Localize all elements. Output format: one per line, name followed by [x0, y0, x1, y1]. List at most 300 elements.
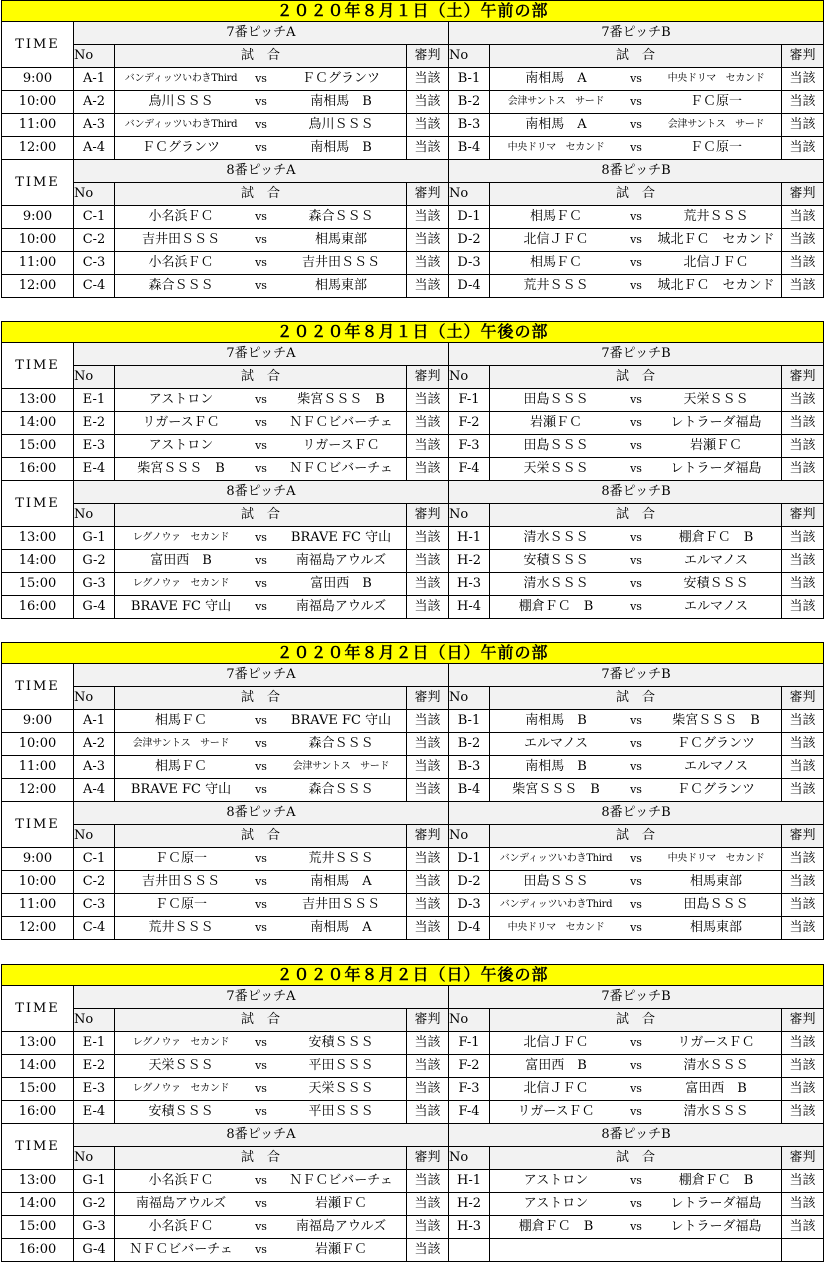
match-cell	[115, 1101, 407, 1124]
match-number: B-2	[449, 733, 490, 756]
referee: 当該	[407, 229, 449, 252]
home-team: 南相馬 A	[525, 117, 587, 132]
away-team: 南相馬 A	[310, 920, 372, 935]
match-number: D-1	[449, 848, 490, 871]
match-number: G-1	[74, 1170, 115, 1193]
match-cell	[115, 91, 407, 114]
away-team: 会津サントス サード	[292, 761, 390, 772]
match-number: H-2	[449, 550, 490, 573]
pitch-a-header: 7番ピッチA	[74, 986, 449, 1009]
match-cell	[490, 573, 782, 596]
referee: 当該	[782, 848, 824, 871]
match-cell	[490, 1032, 782, 1055]
away-team: 鳥川ＳＳＳ	[308, 117, 374, 132]
match-row	[2, 1239, 824, 1262]
match-number: B-1	[449, 68, 490, 91]
match-number: E-3	[74, 1078, 115, 1101]
referee: 当該	[782, 206, 824, 229]
vs-label: vs	[630, 1036, 642, 1049]
away-team: 城北ＦＣ セカンド	[657, 278, 775, 293]
referee: 当該	[407, 1193, 449, 1216]
vs-label: vs	[630, 852, 642, 865]
col-header-match: 試 合	[115, 825, 407, 848]
vs-label: vs	[255, 1059, 267, 1072]
col-header-no: No	[449, 183, 490, 206]
pitch-b-header: 8番ピッチB	[449, 160, 824, 183]
match-number: G-3	[74, 573, 115, 596]
col-header-no: No	[74, 366, 115, 389]
match-cell	[115, 550, 407, 573]
col-header-match: 試 合	[490, 687, 782, 710]
col-header-no: No	[449, 45, 490, 68]
match-number: A-3	[74, 756, 115, 779]
match-time: 10:00	[2, 733, 74, 756]
referee: 当該	[407, 389, 449, 412]
referee: 当該	[782, 871, 824, 894]
match-number: B-3	[449, 114, 490, 137]
away-team: 棚倉ＦＣ B	[678, 530, 754, 545]
away-team: BRAVE FC 守山	[290, 713, 392, 728]
match-row	[2, 710, 824, 733]
away-team: 森合ＳＳＳ	[308, 782, 374, 797]
match-row	[2, 917, 824, 940]
match-cell	[115, 1216, 407, 1239]
match-cell	[490, 114, 782, 137]
referee: 当該	[407, 252, 449, 275]
match-cell	[490, 252, 782, 275]
home-team: BRAVE FC 守山	[130, 599, 232, 614]
referee: 当該	[782, 550, 824, 573]
match-number: E-4	[74, 458, 115, 481]
match-cell	[490, 527, 782, 550]
vs-label: vs	[255, 1174, 267, 1187]
away-team: 平田ＳＳＳ	[308, 1104, 374, 1119]
match-number: D-4	[449, 275, 490, 298]
match-row	[2, 596, 824, 619]
pitch-a-header: 8番ピッチA	[74, 802, 449, 825]
vs-label: vs	[255, 714, 267, 727]
referee: 当該	[407, 114, 449, 137]
referee: 当該	[407, 733, 449, 756]
referee: 当該	[782, 137, 824, 160]
match-number: E-2	[74, 1055, 115, 1078]
home-team: アストロン	[523, 1173, 589, 1188]
match-time: 16:00	[2, 1239, 74, 1262]
col-header-match: 試 合	[490, 825, 782, 848]
home-team: 安積ＳＳＳ	[148, 1104, 214, 1119]
home-team: ＦＣ原一	[154, 897, 207, 912]
home-team: 荒井ＳＳＳ	[148, 920, 214, 935]
referee: 当該	[782, 275, 824, 298]
match-time: 9:00	[2, 68, 74, 91]
home-team: 北信ＪＦＣ	[523, 1081, 589, 1096]
match-time: 10:00	[2, 91, 74, 114]
vs-label: vs	[630, 760, 642, 773]
match-number: F-2	[449, 1055, 490, 1078]
col-header-match: 試 合	[490, 45, 782, 68]
vs-label: vs	[630, 233, 642, 246]
vs-label: vs	[630, 554, 642, 567]
away-team: 富田西 B	[310, 576, 372, 591]
away-team: 吉井田ＳＳＳ	[301, 255, 380, 270]
match-time: 14:00	[2, 412, 74, 435]
home-team: バンディッツいわきThird	[499, 853, 613, 864]
time-header: TIME	[2, 481, 74, 527]
vs-label: vs	[255, 554, 267, 567]
away-team: BRAVE FC 守山	[290, 530, 392, 545]
col-header-ref: 審判	[407, 825, 449, 848]
match-number: D-2	[449, 871, 490, 894]
referee: 当該	[782, 389, 824, 412]
away-team: 田島ＳＳＳ	[683, 897, 749, 912]
away-team: 天栄ＳＳＳ	[308, 1081, 374, 1096]
match-time: 12:00	[2, 917, 74, 940]
away-team: 清水ＳＳＳ	[683, 1058, 749, 1073]
match-time: 14:00	[2, 1193, 74, 1216]
schedule-section	[1, 642, 824, 940]
referee: 当該	[407, 596, 449, 619]
pitch-b-header: 8番ピッチB	[449, 1124, 824, 1147]
match-number: D-2	[449, 229, 490, 252]
pitch-a-header: 7番ピッチA	[74, 343, 449, 366]
home-team: 岩瀬ＦＣ	[529, 415, 582, 430]
home-team: 南福島アウルズ	[135, 1196, 227, 1211]
referee: 当該	[782, 573, 824, 596]
away-team: 城北ＦＣ セカンド	[657, 232, 775, 247]
match-cell	[115, 917, 407, 940]
home-team: 森合ＳＳＳ	[148, 278, 214, 293]
match-cell	[490, 389, 782, 412]
home-team: 会津サントス サード	[507, 96, 605, 107]
match-row	[2, 137, 824, 160]
vs-label: vs	[630, 875, 642, 888]
away-team: ＦＣグランツ	[676, 782, 755, 797]
col-header-match: 試 合	[490, 504, 782, 527]
match-number: A-3	[74, 114, 115, 137]
home-team: 清水ＳＳＳ	[523, 530, 589, 545]
match-cell	[490, 917, 782, 940]
match-row	[2, 756, 824, 779]
col-header-ref: 審判	[407, 366, 449, 389]
referee: 当該	[782, 1170, 824, 1193]
match-number: D-4	[449, 917, 490, 940]
vs-label: vs	[255, 875, 267, 888]
away-team: ＦＣ原一	[689, 140, 742, 155]
vs-label: vs	[630, 783, 642, 796]
away-team: ＮＦＣビバーチェ	[289, 1173, 393, 1188]
vs-label: vs	[255, 1220, 267, 1233]
match-cell	[490, 1193, 782, 1216]
match-number: A-1	[74, 710, 115, 733]
vs-label: vs	[630, 1197, 642, 1210]
match-cell	[490, 1055, 782, 1078]
empty-cell	[449, 1239, 490, 1262]
referee: 当該	[407, 1032, 449, 1055]
away-team: 岩瀬ＦＣ	[314, 1242, 367, 1257]
match-cell	[115, 871, 407, 894]
match-time: 13:00	[2, 1170, 74, 1193]
match-time: 11:00	[2, 756, 74, 779]
col-header-match: 試 合	[115, 366, 407, 389]
col-header-ref: 審判	[407, 183, 449, 206]
match-row	[2, 1170, 824, 1193]
schedule-table	[1, 964, 824, 1262]
match-number: G-2	[74, 550, 115, 573]
referee: 当該	[407, 412, 449, 435]
match-cell	[490, 1170, 782, 1193]
pitch-b-header: 8番ピッチB	[449, 802, 824, 825]
match-number: B-1	[449, 710, 490, 733]
home-team: レグノウァ セカンド	[132, 532, 230, 543]
match-time: 11:00	[2, 114, 74, 137]
away-team: ＦＣ原一	[689, 94, 742, 109]
match-number: H-3	[449, 573, 490, 596]
home-team: リガースＦＣ	[142, 415, 220, 430]
match-cell	[115, 779, 407, 802]
referee: 当該	[782, 229, 824, 252]
vs-label: vs	[630, 1082, 642, 1095]
match-cell	[115, 733, 407, 756]
away-team: レトラーダ福島	[670, 1219, 762, 1234]
vs-label: vs	[630, 898, 642, 911]
home-team: ＦＣ原一	[154, 851, 207, 866]
match-number: C-2	[74, 871, 115, 894]
vs-label: vs	[630, 393, 642, 406]
home-team: 小名浜ＦＣ	[148, 255, 214, 270]
match-cell	[115, 458, 407, 481]
match-number: A-2	[74, 91, 115, 114]
match-number: C-2	[74, 229, 115, 252]
away-team: 安積ＳＳＳ	[683, 576, 749, 591]
vs-label: vs	[630, 210, 642, 223]
match-time: 9:00	[2, 206, 74, 229]
vs-label: vs	[630, 95, 642, 108]
col-header-match: 試 合	[115, 45, 407, 68]
home-team: アストロン	[148, 392, 214, 407]
referee: 当該	[782, 527, 824, 550]
vs-label: vs	[630, 439, 642, 452]
home-team: レグノウァ セカンド	[132, 1083, 230, 1094]
vs-label: vs	[255, 1105, 267, 1118]
match-number: C-3	[74, 252, 115, 275]
away-team: エルマノス	[683, 553, 749, 568]
referee: 当該	[407, 1216, 449, 1239]
match-cell	[115, 894, 407, 917]
match-cell	[115, 1055, 407, 1078]
vs-label: vs	[255, 416, 267, 429]
match-cell	[115, 573, 407, 596]
away-team: ＦＣグランツ	[676, 736, 755, 751]
referee: 当該	[782, 1078, 824, 1101]
home-team: アストロン	[148, 438, 214, 453]
away-team: 南福島アウルズ	[295, 599, 387, 614]
match-number: H-3	[449, 1216, 490, 1239]
pitch-b-header: 7番ピッチB	[449, 664, 824, 687]
schedule-section	[1, 0, 824, 298]
home-team: 柴宮ＳＳＳ B	[137, 461, 225, 476]
pitch-b-header: 7番ピッチB	[449, 22, 824, 45]
away-team: 南相馬 B	[310, 94, 372, 109]
match-cell	[490, 710, 782, 733]
match-number: F-4	[449, 1101, 490, 1124]
time-header: TIME	[2, 1124, 74, 1170]
away-team: 富田西 B	[685, 1081, 747, 1096]
home-team: 田島ＳＳＳ	[523, 874, 589, 889]
pitch-a-header: 8番ピッチA	[74, 160, 449, 183]
match-number: B-4	[449, 137, 490, 160]
pitch-a-header: 7番ピッチA	[74, 664, 449, 687]
col-header-ref: 審判	[407, 1147, 449, 1170]
away-team: 安積ＳＳＳ	[308, 1035, 374, 1050]
vs-label: vs	[630, 462, 642, 475]
referee: 当該	[782, 710, 824, 733]
referee: 当該	[407, 894, 449, 917]
referee: 当該	[782, 894, 824, 917]
home-team: 天栄ＳＳＳ	[523, 461, 589, 476]
schedule-table	[1, 321, 824, 619]
home-team: 中央ドリマ セカンド	[507, 142, 605, 153]
home-team: 吉井田ＳＳＳ	[141, 232, 220, 247]
home-team: 小名浜ＦＣ	[148, 1173, 214, 1188]
match-time: 9:00	[2, 848, 74, 871]
match-row	[2, 114, 824, 137]
time-header: TIME	[2, 160, 74, 206]
home-team: 相馬ＦＣ	[529, 209, 582, 224]
vs-label: vs	[255, 737, 267, 750]
col-header-ref: 審判	[782, 45, 824, 68]
match-row	[2, 733, 824, 756]
match-number: F-3	[449, 1078, 490, 1101]
col-header-match: 試 合	[490, 1009, 782, 1032]
section-title: ２０２０年８月１日（土）午前の部	[2, 1, 824, 22]
match-row	[2, 412, 824, 435]
referee: 当該	[407, 458, 449, 481]
match-row	[2, 871, 824, 894]
match-cell	[490, 894, 782, 917]
vs-label: vs	[255, 1036, 267, 1049]
vs-label: vs	[630, 141, 642, 154]
referee: 当該	[782, 596, 824, 619]
home-team: 南相馬 A	[525, 71, 587, 86]
away-team: ＦＣグランツ	[301, 71, 380, 86]
schedule-table	[1, 0, 824, 298]
time-header: TIME	[2, 22, 74, 68]
match-row	[2, 573, 824, 596]
vs-label: vs	[255, 577, 267, 590]
home-team: 相馬ＦＣ	[154, 713, 207, 728]
match-time: 11:00	[2, 894, 74, 917]
match-cell	[115, 389, 407, 412]
home-team: 会津サントス サード	[132, 738, 230, 749]
home-team: 北信ＪＦＣ	[523, 1035, 589, 1050]
match-number: F-2	[449, 412, 490, 435]
col-header-no: No	[74, 687, 115, 710]
col-header-ref: 審判	[782, 687, 824, 710]
match-row	[2, 894, 824, 917]
vs-label: vs	[255, 783, 267, 796]
col-header-ref: 審判	[782, 1147, 824, 1170]
match-cell	[115, 710, 407, 733]
away-team: 柴宮ＳＳＳ B	[672, 713, 760, 728]
home-team: 小名浜ＦＣ	[148, 209, 214, 224]
away-team: 中央ドリマ セカンド	[667, 73, 765, 84]
match-number: B-2	[449, 91, 490, 114]
referee: 当該	[407, 871, 449, 894]
col-header-match: 試 合	[115, 687, 407, 710]
match-row	[2, 252, 824, 275]
pitch-a-header: 7番ピッチA	[74, 22, 449, 45]
referee: 当該	[407, 1055, 449, 1078]
col-header-no: No	[449, 687, 490, 710]
referee: 当該	[407, 275, 449, 298]
match-number: D-3	[449, 894, 490, 917]
vs-label: vs	[255, 439, 267, 452]
referee: 当該	[782, 756, 824, 779]
vs-label: vs	[630, 416, 642, 429]
away-team: 会津サントス サード	[667, 119, 765, 130]
vs-label: vs	[255, 393, 267, 406]
referee: 当該	[407, 1101, 449, 1124]
match-number: A-4	[74, 137, 115, 160]
time-header: TIME	[2, 986, 74, 1032]
match-time: 15:00	[2, 573, 74, 596]
match-row	[2, 1055, 824, 1078]
match-cell	[490, 275, 782, 298]
match-time: 15:00	[2, 1078, 74, 1101]
vs-label: vs	[630, 531, 642, 544]
vs-label: vs	[630, 921, 642, 934]
vs-label: vs	[255, 1197, 267, 1210]
away-team: 荒井ＳＳＳ	[308, 851, 374, 866]
match-number: G-2	[74, 1193, 115, 1216]
away-team: 相馬東部	[689, 874, 742, 889]
match-row	[2, 1216, 824, 1239]
match-time: 10:00	[2, 229, 74, 252]
match-number: H-1	[449, 1170, 490, 1193]
match-cell	[490, 229, 782, 252]
col-header-match: 試 合	[115, 504, 407, 527]
away-team: リガースＦＣ	[302, 438, 380, 453]
match-row	[2, 1032, 824, 1055]
home-team: 富田西 B	[525, 1058, 587, 1073]
match-time: 12:00	[2, 137, 74, 160]
vs-label: vs	[255, 600, 267, 613]
match-row	[2, 389, 824, 412]
match-time: 12:00	[2, 779, 74, 802]
referee: 当該	[407, 91, 449, 114]
pitch-a-header: 8番ピッチA	[74, 481, 449, 504]
schedule-section	[1, 964, 824, 1262]
home-team: 棚倉ＦＣ B	[518, 599, 594, 614]
vs-label: vs	[630, 714, 642, 727]
away-team: レトラーダ福島	[670, 1196, 762, 1211]
vs-label: vs	[630, 279, 642, 292]
home-team: 南相馬 B	[525, 713, 587, 728]
home-team: アストロン	[523, 1196, 589, 1211]
home-team: 田島ＳＳＳ	[523, 438, 589, 453]
match-cell	[115, 252, 407, 275]
match-time: 14:00	[2, 550, 74, 573]
match-number: F-1	[449, 1032, 490, 1055]
referee: 当該	[407, 917, 449, 940]
away-team: 南相馬 B	[310, 140, 372, 155]
vs-label: vs	[255, 898, 267, 911]
away-team: 南福島アウルズ	[295, 553, 387, 568]
match-cell	[115, 206, 407, 229]
match-number: C-4	[74, 275, 115, 298]
col-header-match: 試 合	[115, 1147, 407, 1170]
match-time: 16:00	[2, 1101, 74, 1124]
